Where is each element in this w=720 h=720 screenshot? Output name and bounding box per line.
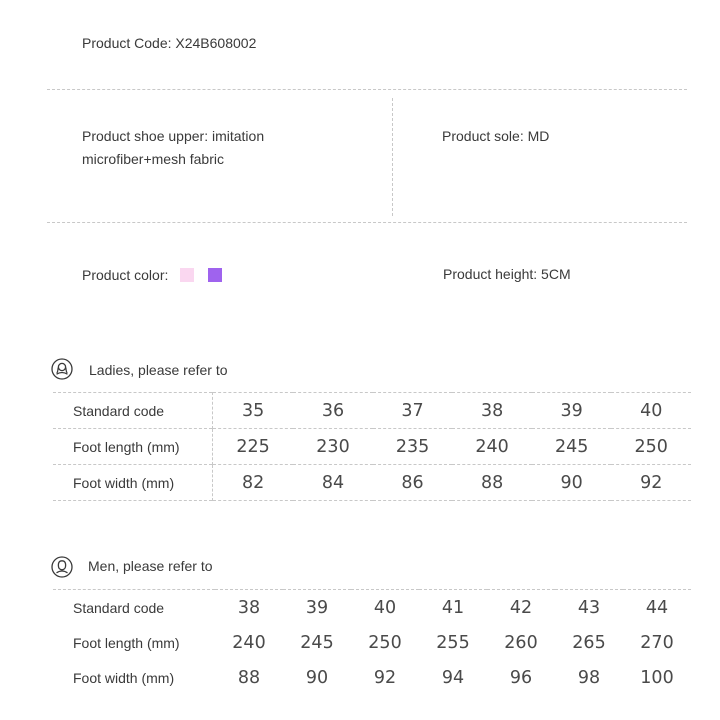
size-cell: 250 <box>368 632 402 653</box>
size-cell: 100 <box>640 667 674 688</box>
size-cell: 43 <box>577 597 601 618</box>
product-code: Product Code: X24B608002 <box>82 35 257 51</box>
size-cell: 88 <box>237 667 261 688</box>
product-color <box>82 267 222 283</box>
size-cell: 240 <box>232 632 266 653</box>
table-row <box>53 393 691 429</box>
size-cell: 37 <box>401 400 424 421</box>
size-cell: 38 <box>237 597 261 618</box>
divider <box>47 89 687 90</box>
size-cell: 36 <box>321 400 345 421</box>
size-cell: 245 <box>554 436 589 457</box>
table-row <box>53 590 691 626</box>
row-label: Foot width (mm) <box>73 669 175 686</box>
size-cell: 94 <box>441 667 465 688</box>
size-cell: 98 <box>577 667 601 688</box>
row-label: Foot width (mm) <box>53 465 213 501</box>
table-row <box>53 660 691 695</box>
row-label: Foot length (mm) <box>73 634 180 651</box>
size-cell: 82 <box>241 472 265 493</box>
vertical-divider <box>392 98 393 216</box>
size-cell: 260 <box>504 632 538 653</box>
size-cell: 225 <box>236 436 270 457</box>
product-color-label: Product color: <box>82 267 169 283</box>
product-sole: Product sole: MD <box>442 128 550 144</box>
size-cell: 40 <box>373 597 397 618</box>
color-swatch-pink <box>180 268 194 282</box>
size-cell: 84 <box>321 472 345 493</box>
size-cell: 245 <box>300 632 334 653</box>
table-row <box>53 465 691 501</box>
divider <box>47 222 687 223</box>
size-cell: 42 <box>509 597 533 618</box>
table-row <box>53 429 691 465</box>
size-cell: 39 <box>305 597 329 618</box>
male-person-icon <box>51 556 73 578</box>
row-label: Foot length (mm) <box>53 429 213 465</box>
men-heading: Men, please refer to <box>88 558 213 574</box>
size-cell: 86 <box>401 472 424 493</box>
female-person-icon <box>51 358 73 380</box>
ladies-size-table <box>53 392 691 501</box>
product-upper-line2: microfiber+mesh fabric <box>82 151 224 167</box>
size-cell: 92 <box>640 472 663 493</box>
size-cell: 250 <box>634 436 668 457</box>
size-cell: 44 <box>645 597 669 618</box>
size-cell: 38 <box>480 400 504 421</box>
size-cell: 40 <box>640 400 663 421</box>
size-cell: 41 <box>441 597 465 618</box>
size-cell: 240 <box>475 436 509 457</box>
size-cell: 235 <box>395 436 430 457</box>
size-cell: 88 <box>480 472 504 493</box>
product-upper-line1: Product shoe upper: imitation <box>82 128 265 144</box>
ladies-heading: Ladies, please refer to <box>89 362 228 378</box>
size-cell: 90 <box>560 472 583 493</box>
table-row <box>53 625 691 660</box>
size-cell: 92 <box>373 667 397 688</box>
size-cell: 90 <box>305 667 329 688</box>
size-cell: 230 <box>316 436 350 457</box>
product-height: Product height: 5CM <box>443 266 571 282</box>
size-cell: 96 <box>509 667 533 688</box>
row-label: Standard code <box>53 393 213 429</box>
size-cell: 270 <box>640 632 674 653</box>
size-cell: 35 <box>241 400 265 421</box>
color-swatch-purple <box>208 268 222 282</box>
size-cell: 265 <box>572 632 606 653</box>
size-cell: 39 <box>560 400 583 421</box>
row-label: Standard code <box>73 599 165 616</box>
men-size-table <box>53 589 691 695</box>
size-cell: 255 <box>436 632 470 653</box>
